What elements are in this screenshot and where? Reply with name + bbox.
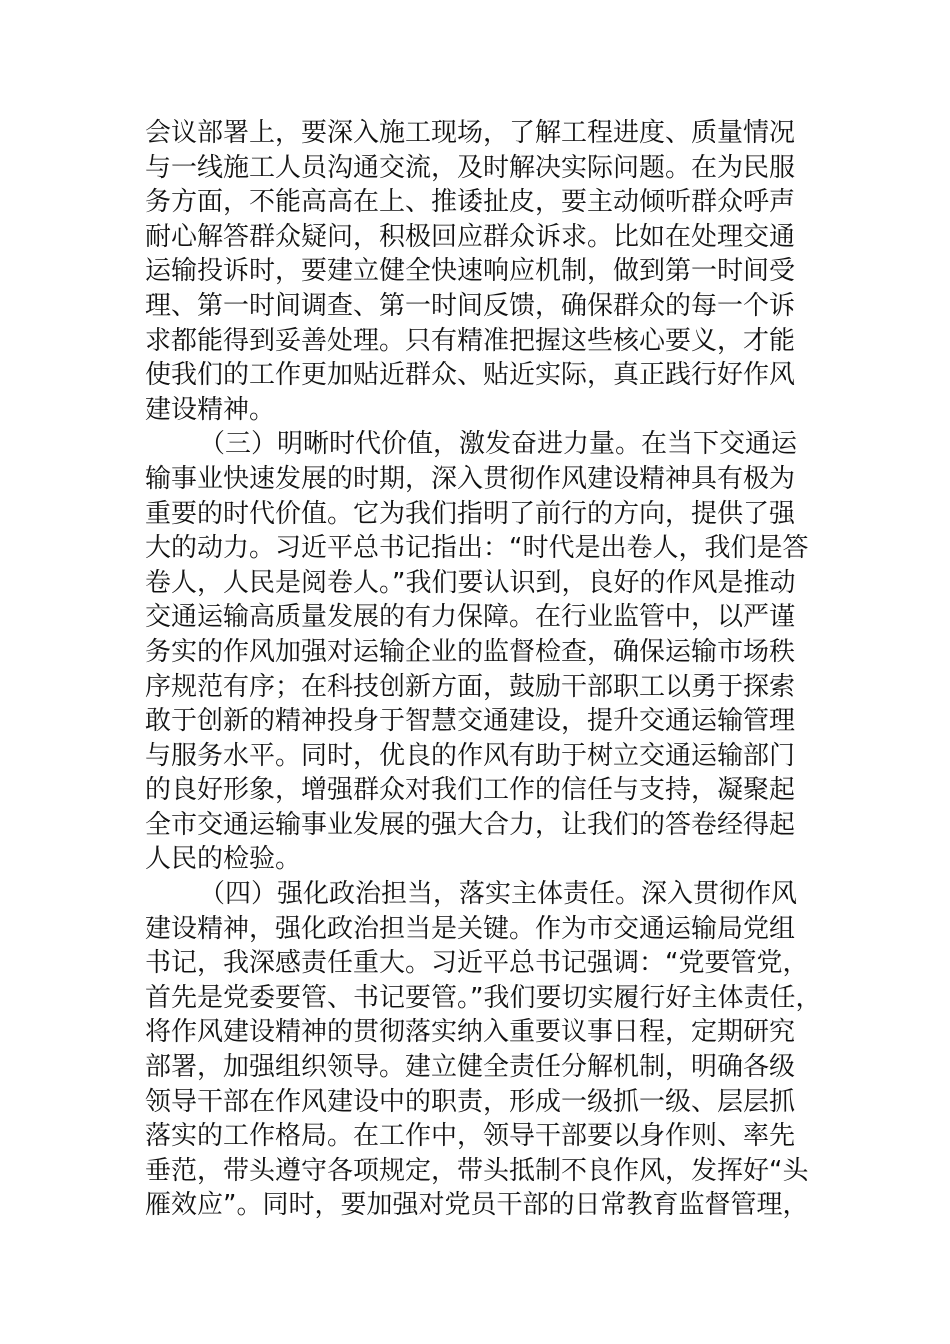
section-heading-line: （三）明晰时代价值，激发奋进力量。在当下交通运 xyxy=(199,429,798,460)
text-line: 落实的工作格局。在工作中，领导干部要以身作则、率先 xyxy=(145,1121,796,1152)
text-line: 建设精神。 xyxy=(145,394,276,425)
text-line: 首先是党委要管、书记要管。”我们要切实履行好主体责任， xyxy=(145,982,822,1013)
section-heading-line: （四）强化政治担当，落实主体责任。深入贯彻作风 xyxy=(199,879,798,910)
text-line: 建设精神，强化政治担当是关键。作为市交通运输局党组 xyxy=(145,913,796,944)
text-line: 全市交通运输事业发展的强大合力，让我们的答卷经得起 xyxy=(145,809,796,840)
text-line: 理、第一时间调查、第一时间反馈，确保群众的每一个诉 xyxy=(145,290,796,321)
body-text xyxy=(145,116,822,1223)
text-line: 的良好形象，增强群众对我们工作的信任与支持，凝聚起 xyxy=(145,775,796,806)
text-line: 重要的时代价值。它为我们指明了前行的方向，提供了强 xyxy=(145,498,796,529)
text-line: 求都能得到妥善处理。只有精准把握这些核心要义，才能 xyxy=(145,325,796,356)
text-line: 领导干部在作风建设中的职责，形成一级抓一级、层层抓 xyxy=(145,1086,796,1117)
text-line: 运输投诉时，要建立健全快速响应机制，做到第一时间受 xyxy=(145,256,796,287)
text-line: 大的动力。习近平总书记指出：“时代是出卷人，我们是答 xyxy=(145,533,809,564)
text-line: 务实的作风加强对运输企业的监督检查，确保运输市场秩 xyxy=(145,636,796,667)
text-line: 雁效应”。同时，要加强对党员干部的日常教育监督管理， xyxy=(145,1190,809,1221)
text-line: 与服务水平。同时，优良的作风有助于树立交通运输部门 xyxy=(145,740,796,771)
text-line: 序规范有序；在科技创新方面，鼓励干部职工以勇于探索 xyxy=(145,671,796,702)
text-line: 人民的检验。 xyxy=(145,844,302,875)
text-line: 会议部署上，要深入施工现场，了解工程进度、质量情况 xyxy=(145,118,796,148)
text-line: 敢于创新的精神投身于智慧交通建设，提升交通运输管理 xyxy=(145,706,796,737)
text-line: 耐心解答群众疑问，积极回应群众诉求。比如在处理交通 xyxy=(145,221,796,252)
text-line: 交通运输高质量发展的有力保障。在行业监管中，以严谨 xyxy=(145,602,796,633)
text-line: 与一线施工人员沟通交流，及时解决实际问题。在为民服 xyxy=(145,152,796,183)
text-line: 书记，我深感责任重大。习近平总书记强调：“党要管党， xyxy=(145,948,809,979)
text-line: 卷人，人民是阅卷人。”我们要认识到，良好的作风是推动 xyxy=(145,567,796,598)
text-line: 垂范，带头遵守各项规定，带头抵制不良作风，发挥好“头 xyxy=(145,1155,809,1186)
text-line: 将作风建设精神的贯彻落实纳入重要议事日程，定期研究 xyxy=(145,1017,796,1048)
text-line: 务方面，不能高高在上、推诿扯皮，要主动倾听群众呼声 xyxy=(145,187,796,218)
text-line: 部署，加强组织领导。建立健全责任分解机制，明确各级 xyxy=(145,1052,796,1083)
text-line: 输事业快速发展的时期，深入贯彻作风建设精神具有极为 xyxy=(145,463,796,494)
text-line: 使我们的工作更加贴近群众、贴近实际，真正践行好作风 xyxy=(145,360,796,391)
